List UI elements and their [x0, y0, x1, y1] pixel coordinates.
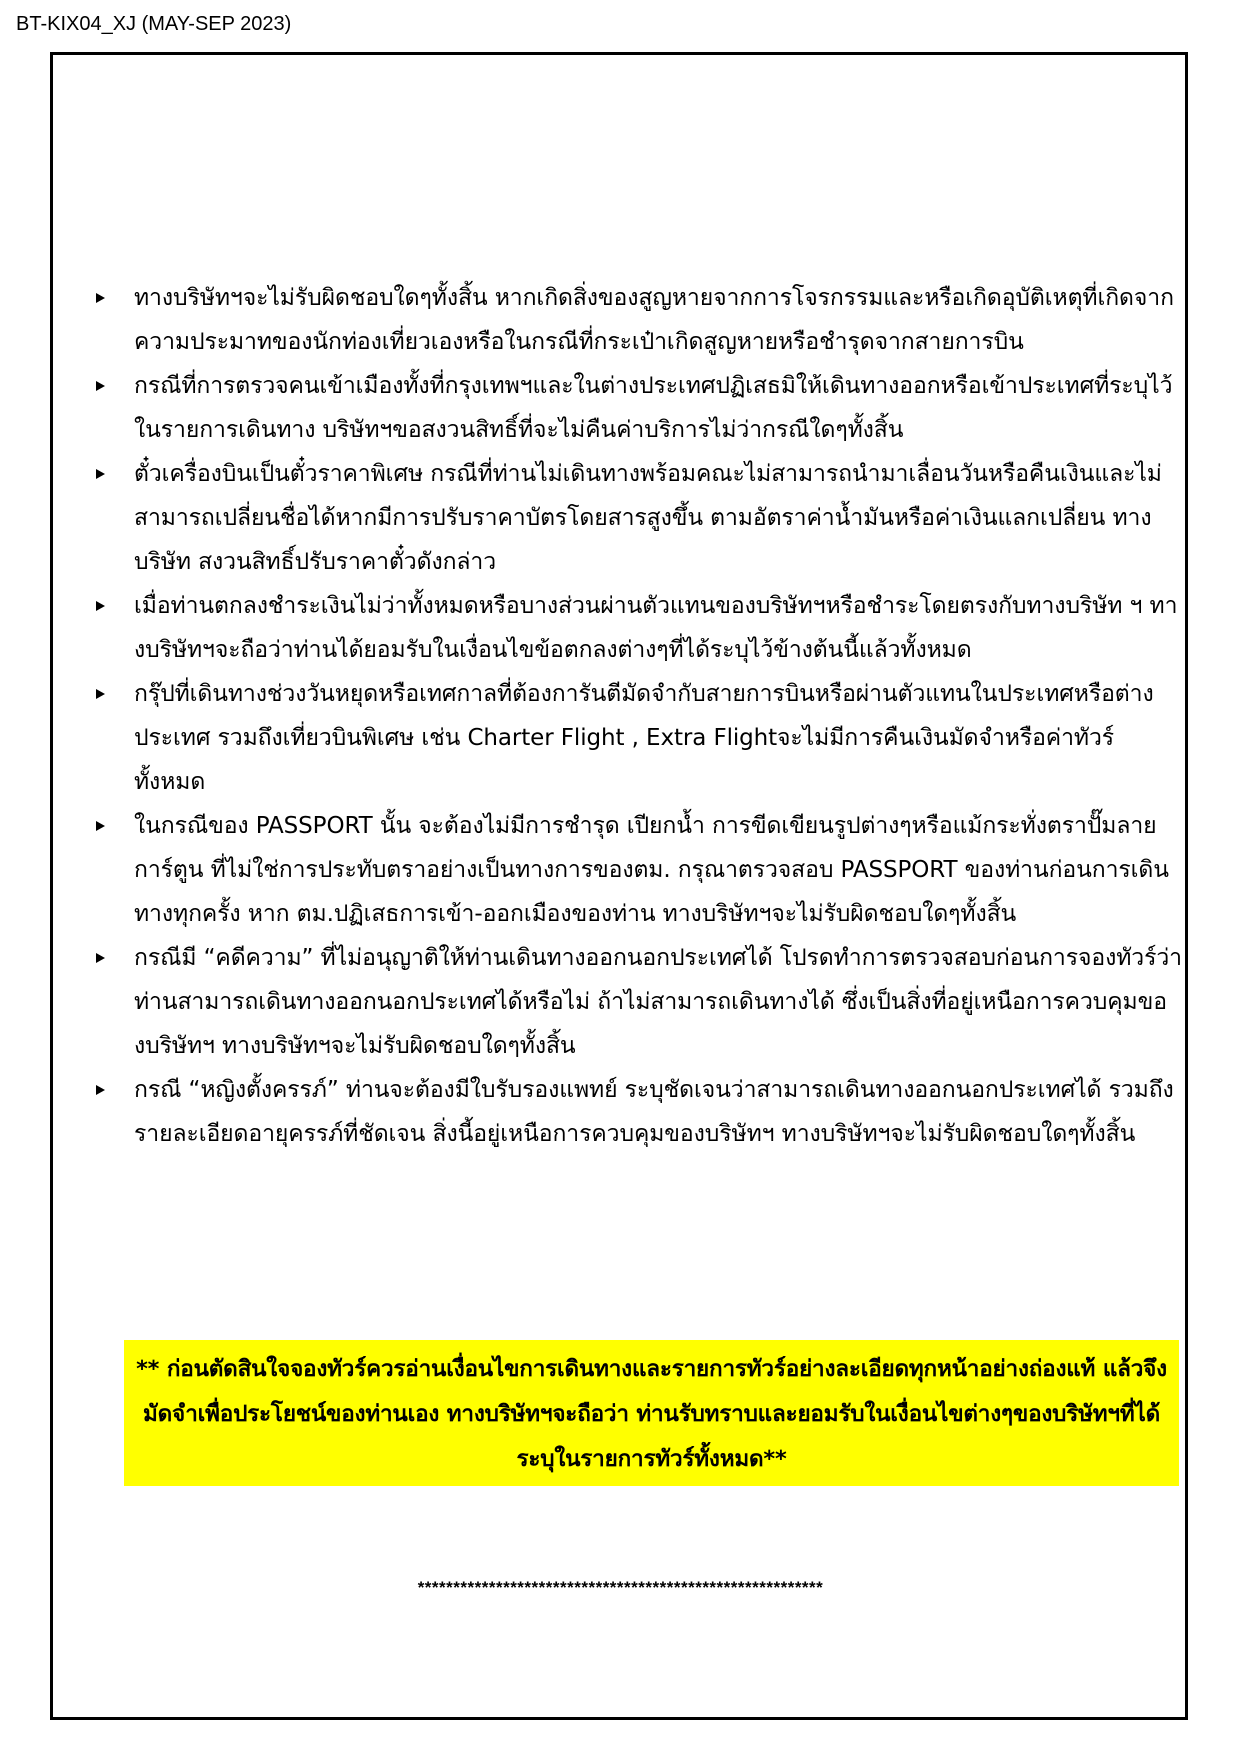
term-text: กรณี “หญิงตั้งครรภ์” ท่านจะต้องมีใบรับรองแพทย์ ระบุชัดเจนว่าสามารถเดินทางออกนอกประเทศได้ รวมถึงรายละเอียดอายุครรภ์ที่ชัดเจน สิ่งนี้อยู่เหนือการควบคุมของบริษัทฯ ทางบริษัทฯจะไม่รับผิดชอบใดๆทั้งสิ้น — [134, 1077, 1174, 1147]
term-item — [92, 672, 1182, 804]
arrow-bullet-icon — [92, 364, 108, 408]
term-item — [92, 364, 1182, 452]
arrow-bullet-icon — [92, 936, 108, 980]
term-item — [92, 804, 1182, 936]
term-item — [92, 452, 1182, 584]
end-separator: ********************************************************* — [417, 1578, 824, 1597]
arrow-bullet-icon — [92, 584, 108, 628]
arrow-bullet-icon — [92, 1068, 108, 1112]
document-code: BT-KIX04_XJ (MAY-SEP 2023) — [16, 13, 292, 35]
term-item — [92, 584, 1182, 672]
term-text: เมื่อท่านตกลงชำระเงินไม่ว่าทั้งหมดหรือบางส่วนผ่านตัวแทนของบริษัทฯหรือชำระโดยตรงกับทางบริษัท ฯ ทางบริษัทฯจะถือว่าท่านได้ยอมรับในเงื่อนไขข้อตกลงต่างๆที่ได้ระบุไว้ข้างต้นนี้แล้วทั้งหมด — [134, 593, 1178, 663]
arrow-bullet-icon — [92, 672, 108, 716]
term-item — [92, 936, 1182, 1068]
term-text: ทางบริษัทฯจะไม่รับผิดชอบใดๆทั้งสิ้น หากเกิดสิ่งของสูญหายจากการโจรกรรมและหรือเกิดอุบัติเหตุที่เกิดจากความประมาทของนักท่องเที่ยวเองหรือในกรณีที่กระเป๋าเกิดสูญหายหรือชำรุดจากสายการบิน — [134, 285, 1174, 355]
term-text: ตั๋วเครื่องบินเป็นตั๋วราคาพิเศษ กรณีที่ท่านไม่เดินทางพร้อมคณะไม่สามารถนำมาเลื่อนวันหรือคืนเงินและไม่สามารถเปลี่ยนชื่อได้หากมีการปรับราคาบัตรโดยสารสูงขึ้น ตามอัตราค่าน้ำมันหรือค่าเงินแลกเปลี่ยน ทางบริษัท สงวนสิทธิ์ปรับราคาตั๋วดังกล่าว — [134, 461, 1162, 575]
important-notice-text: ** ก่อนตัดสินใจจองทัวร์ควรอ่านเงื่อนไขการเดินทางและรายการทัวร์อย่างละเอียดทุกหน้าอย่างถ่องแท้ แล้วจึงมัดจำเพื่อประโยชน์ของท่านเอง ทางบริษัทฯจะถือว่า ท่านรับทราบและยอมรับในเงื่อนไขต่างๆของบริษัทฯที่ได้ระบุในรายการทัวร์ทั้งหมด** — [136, 1356, 1167, 1472]
arrow-bullet-icon — [92, 804, 108, 848]
term-text: ในกรณีของ PASSPORT นั้น จะต้องไม่มีการชำรุด เปียกน้ำ การขีดเขียนรูปต่างๆหรือแม้กระทั่งตราปั๊มลายการ์ตูน ที่ไม่ใช่การประทับตราอย่างเป็นทางการของตม. กรุณาตรวจสอบ PASSPORT ของท่านก่อนการเดินทางทุกครั้ง หาก ตม.ปฏิเสธการเข้า-ออกเมืองของท่าน ทางบริษัทฯจะไม่รับผิดชอบใดๆทั้งสิ้น — [134, 813, 1169, 927]
term-text: กรณีมี “คดีความ” ที่ไม่อนุญาติให้ท่านเดินทางออกนอกประเทศได้ โปรดทำการตรวจสอบก่อนการจองทัวร์ว่าท่านสามารถเดินทางออกนอกประเทศได้หรือไม่ ถ้าไม่สามารถเดินทางได้ ซึ่งเป็นสิ่งที่อยู่เหนือการควบคุมของบริษัทฯ ทางบริษัทฯจะไม่รับผิดชอบใดๆทั้งสิ้น — [134, 945, 1182, 1059]
arrow-bullet-icon — [92, 452, 108, 496]
terms-list — [92, 276, 1182, 1156]
term-item — [92, 1068, 1182, 1156]
term-item — [92, 276, 1182, 364]
term-text: กรุ๊ปที่เดินทางช่วงวันหยุดหรือเทศกาลที่ต้องการันตีมัดจำกับสายการบินหรือผ่านตัวแทนในประเทศหรือต่างประเทศ รวมถึงเที่ยวบินพิเศษ เช่น Charter Flight , Extra Flightจะไม่มีการคืนเงินมัดจำหรือค่าทัวร์ทั้งหมด — [134, 681, 1154, 795]
important-notice-box — [124, 1340, 1179, 1486]
arrow-bullet-icon — [92, 276, 108, 320]
term-text: กรณีที่การตรวจคนเข้าเมืองทั้งที่กรุงเทพฯและในต่างประเทศปฏิเสธมิให้เดินทางออกหรือเข้าประเทศที่ระบุไว้ในรายการเดินทาง บริษัทฯขอสงวนสิทธิ์ที่จะไม่คืนค่าบริการไม่ว่ากรณีใดๆทั้งสิ้น — [134, 373, 1173, 443]
